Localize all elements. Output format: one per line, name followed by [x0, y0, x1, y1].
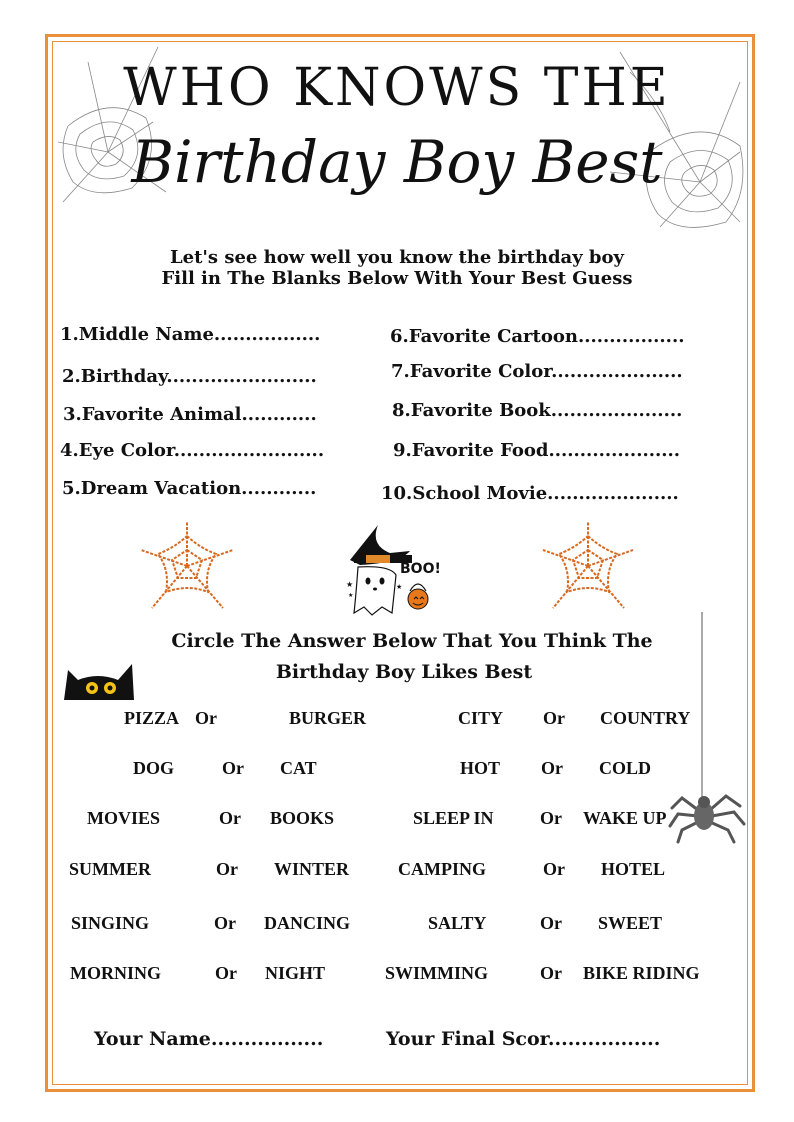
- choice-right-a[interactable]: SLEEP IN: [413, 808, 494, 828]
- choice-right-a[interactable]: SWIMMING: [385, 963, 488, 983]
- or-right: Or: [540, 913, 562, 933]
- choice-right-a[interactable]: CITY: [458, 708, 504, 728]
- question-9: 9.Favorite Food.....................: [393, 440, 681, 461]
- your-name-field[interactable]: Your Name.................: [94, 1028, 324, 1050]
- choice-right-b[interactable]: BIKE RIDING: [583, 963, 700, 983]
- or-right: Or: [540, 963, 562, 983]
- ghost-witch-icon: [340, 515, 455, 620]
- or-right: Or: [541, 758, 563, 778]
- choice-left-a[interactable]: DOG: [133, 758, 175, 778]
- circle-instruction-line-1: Circle The Answer Below That You Think The: [171, 630, 653, 652]
- choice-left-b[interactable]: BOOKS: [270, 808, 335, 828]
- choice-left-a[interactable]: SINGING: [71, 913, 150, 933]
- choice-left-a[interactable]: SUMMER: [69, 859, 151, 879]
- question-8: 8.Favorite Book.....................: [392, 400, 683, 421]
- final-score-field[interactable]: Your Final Scor.................: [386, 1028, 661, 1050]
- orange-spiderweb-right-icon: [540, 520, 636, 612]
- choice-right-a[interactable]: CAMPING: [398, 859, 486, 879]
- svg-text:★: ★: [348, 592, 354, 599]
- title-line-2: Birthday Boy Best: [131, 128, 663, 196]
- or-right: Or: [543, 859, 565, 879]
- title-line-1: WHO KNOWS THE: [123, 58, 671, 118]
- or-left: Or: [219, 808, 241, 828]
- choice-right-a[interactable]: SALTY: [428, 913, 487, 933]
- question-7: 7.Favorite Color.....................: [391, 361, 683, 382]
- choice-right-b[interactable]: COLD: [599, 758, 652, 778]
- question-6: 6.Favorite Cartoon.................: [390, 326, 685, 347]
- or-left: Or: [195, 708, 217, 728]
- choice-left-b[interactable]: CAT: [280, 758, 317, 778]
- svg-text:★: ★: [346, 580, 354, 589]
- subtitle-line-2: Fill in The Blanks Below With Your Best Guess: [161, 268, 633, 289]
- orange-spiderweb-left-icon: [138, 520, 236, 612]
- or-right: Or: [543, 708, 565, 728]
- choice-right-a[interactable]: HOT: [460, 758, 501, 778]
- choice-right-b[interactable]: WAKE UP: [583, 808, 667, 828]
- choice-left-b[interactable]: WINTER: [274, 859, 350, 879]
- choice-left-b[interactable]: DANCING: [264, 913, 351, 933]
- choice-left-a[interactable]: PIZZA: [124, 708, 180, 728]
- or-left: Or: [216, 859, 238, 879]
- or-left: Or: [222, 758, 244, 778]
- choice-left-a[interactable]: MORNING: [70, 963, 161, 983]
- choice-left-a[interactable]: MOVIES: [87, 808, 161, 828]
- svg-text:★: ★: [396, 583, 403, 591]
- question-2: 2.Birthday........................: [62, 366, 317, 387]
- circle-instruction-line-2: Birthday Boy Likes Best: [275, 661, 533, 683]
- boo-text: BOO!: [400, 561, 441, 577]
- question-1: 1.Middle Name.................: [60, 324, 321, 345]
- question-10: 10.School Movie.....................: [381, 483, 679, 504]
- choice-right-b[interactable]: HOTEL: [601, 859, 666, 879]
- subtitle-line-1: Let's see how well you know the birthday boy: [170, 247, 624, 268]
- or-left: Or: [215, 963, 237, 983]
- black-cat-icon: [62, 656, 142, 700]
- question-4: 4.Eye Color........................: [60, 440, 325, 461]
- choice-left-b[interactable]: BURGER: [289, 708, 367, 728]
- question-3: 3.Favorite Animal............: [63, 404, 317, 425]
- or-left: Or: [214, 913, 236, 933]
- choice-right-b[interactable]: SWEET: [598, 913, 663, 933]
- or-right: Or: [540, 808, 562, 828]
- choice-left-b[interactable]: NIGHT: [265, 963, 326, 983]
- choice-right-b[interactable]: COUNTRY: [600, 708, 691, 728]
- question-5: 5.Dream Vacation............: [62, 478, 317, 499]
